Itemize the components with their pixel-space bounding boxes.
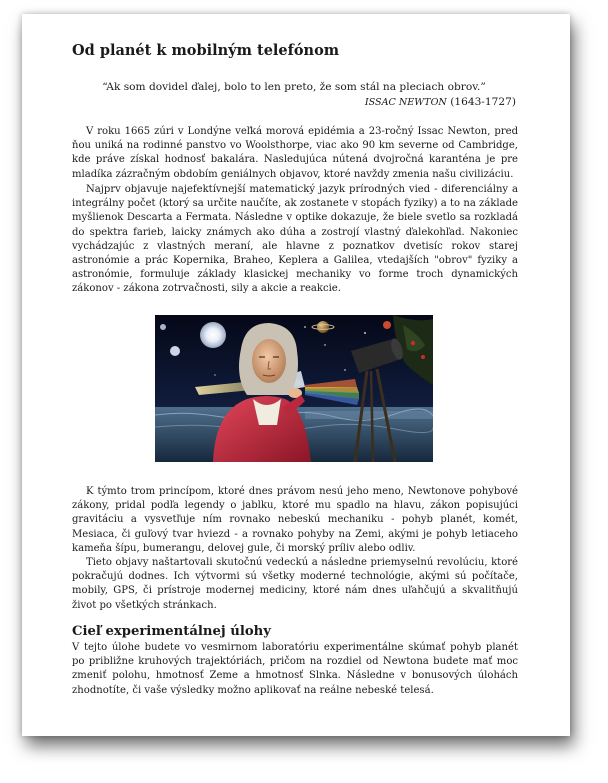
quote-text: “Ak som dovidel ďalej, bolo to len preto, že som stál na pleciach obrov.” xyxy=(102,81,486,93)
page-title: Od planét k mobilným telefónom xyxy=(72,42,340,59)
quote-attribution xyxy=(72,95,516,110)
paragraph-3: K týmto trom princípom, ktoré dnes právom nesú jeho meno, Newtonove pohybové zákony, pridal podľa legendy o jablku, ktoré mu spadlo na hlavu, zákon popisujúci gravitáciu a vysvetľuje ním rovnako nebeskú mechaniku - pohyb planét, komét, Mesiaca, či guľový tvar hviezd - a rovnako pohyby na Zemi, akými je pohyb letiaceho kameňa šípu, bumerangu, delovej gule, či morský príliv alebo odliv. xyxy=(72,486,518,554)
document-page xyxy=(22,14,570,736)
newton-illustration xyxy=(155,315,433,462)
quote-author: ISSAC NEWTON xyxy=(364,97,447,108)
paragraph-5: V tejto úlohe budete vo vesmirnom laboratóriu experimentálne skúmať pohyb planét po približne kruhových trajektóriách, pričom na rozdiel od Newtona budete mať moc zmeniť polohu, hmotnosť Zeme a hmotnosť Slnka. Následne v bonusových úlohách zhodnotíte, či vaše výsledky možno aplikovať na reálne nebeské telesá. xyxy=(72,642,518,696)
quote-years: (1643-1727) xyxy=(450,96,516,108)
paragraph-2: Najprv objavuje najefektívnejší matematický jazyk prírodných vied - diferenciálny a integrálny počet (ktorý sa určite naučíte, ak zostanete v stopách fyziky) a to na základe myšlienok Descarta a Fermata. Následne v optike dokazuje, že biele svetlo sa rozkladá do spektra farieb, laicky známych ako dúha a zostrojí vlastný ďalekohľad. Nakoniec vychádzajúc z vlastných meraní, ale hlavne z poznatkov dvetisíc rokov starej astronómie a prác Kopernika, Braheo, Keplera a Galilea, vtedajších "obrov" fyziky a astronómie, formuluje základy klasickej mechaniky vo forme troch dynamických zákonov - zákona zotrvačnosti, sily a akcie a reakcie. xyxy=(72,184,518,295)
paragraph-4: Tieto objavy naštartovali skutočnú vedeckú a následne priemyselnú revolúciu, ktoré pokračujú dodnes. Ich výtvormi sú všetky moderné technológie, akými sú počítače, mobily, GPS, či prístroje modernej mediciny, ktoré nám dnes uľahčujú a skvalitňujú život po všetkých stránkach. xyxy=(72,557,518,611)
section-heading: Cieľ experimentálnej úlohy xyxy=(72,624,271,639)
paragraph-1: V roku 1665 zúri v Londýne veľká morová epidémia a 23-ročný Issac Newton, pred ňou uniká na rodinné panstvo vo Woolsthorpe, viac ako 90 km severne od Cambridge, kde práve získal hodnosť bakalára. Nasledujúca nútená dvojročná karanténa je pre mladíka zázračným obdobím geniálnych objavov, ktoré navždy zmenia našu civilizáciu. xyxy=(72,126,518,180)
